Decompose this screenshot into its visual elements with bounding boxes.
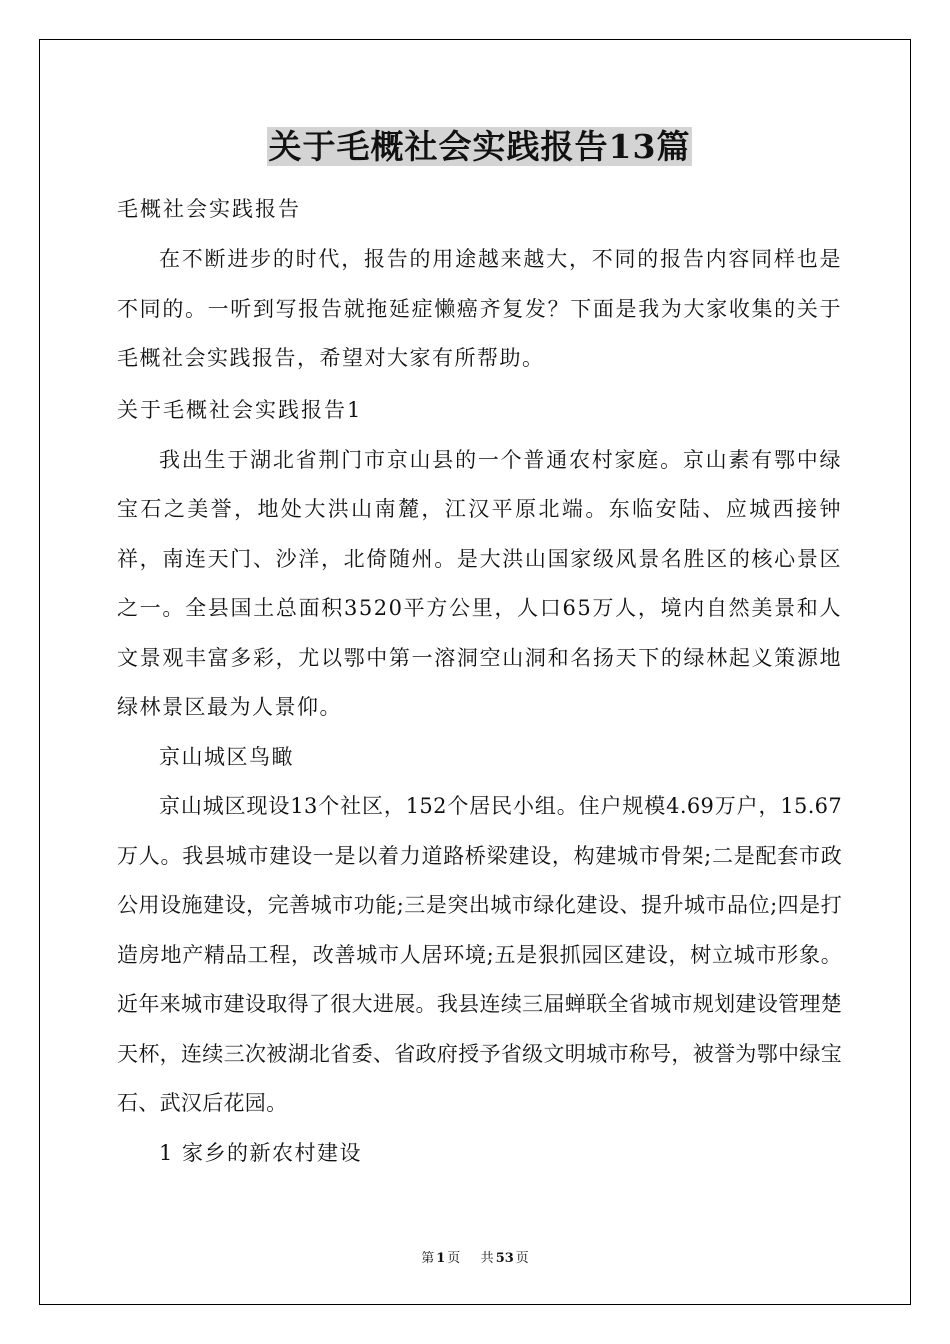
intro-paragraph: 在不断进步的时代，报告的用途越来越大，不同的报告内容同样也是不同的。一听到写报告就拖延症懒癌齐复发？下面是我为大家收集的关于毛概社会实践报告，希望对大家有所帮助。 — [117, 247, 842, 370]
page-total: 共 53 页 — [480, 1251, 529, 1266]
paragraph-hometown: 我出生于湖北省荆门市京山县的一个普通农村家庭。京山素有鄂中绿宝石之美誉，地处大洪山南麓，江汉平原北端。东临安陆、应城西接钟祥，南连天门、沙洋，北倚随州。是大洪山国家级风景名胜区的核心景区之一。全县国土总面积3520平方公里，人口65万人，境内自然美景和人文景观丰富多彩，尤以鄂中第一溶洞空山洞和名扬天下的绿林起义策源地绿林景区最为人景仰。 — [117, 447, 842, 719]
subsection-heading: 1 家乡的新农村建设 — [159, 1140, 363, 1165]
title-text: 关于毛概社会实践报告13篇 — [268, 127, 691, 166]
image-caption: 京山城区鸟瞰 — [159, 744, 294, 769]
document-body — [117, 121, 842, 1178]
paragraph-city: 京山城区现设13个社区，152个居民小组。住户规模4.69万户，15.67万人。我县城市建设一是以着力道路桥梁建设，构建城市骨架;二是配套市政公用设施建设，完善城市功能;三是突出城市绿化建设、提升城市品位;四是打造房地产精品工程，改善城市人居环境;五是狠抓园区建设，树立城市形象。近年来城市建设取得了很大进展。我县连续三届蝉联全省城市规划建设管理楚天杯，连续三次被湖北省委、省政府授予省级文明城市称号，被誉为鄂中绿宝石、武汉后花园。 — [117, 794, 842, 1115]
section-heading: 毛概社会实践报告 — [117, 197, 301, 221]
page-number: 第 1 页 — [421, 1251, 461, 1266]
page-footer — [0, 1247, 950, 1266]
report-heading: 关于毛概社会实践报告1 — [117, 397, 363, 422]
document-title — [117, 121, 842, 173]
